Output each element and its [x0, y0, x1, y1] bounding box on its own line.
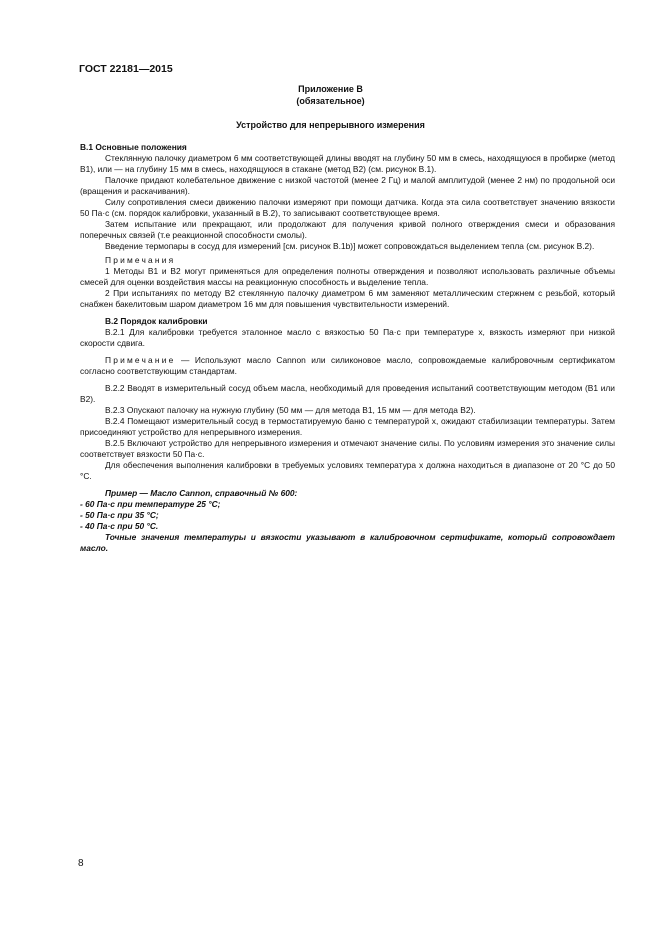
example-item: - 60 Па·с при температуре 25 °С; [80, 499, 221, 509]
note-text: — Используют масло Cannon или силиконовое масло, сопровождаемые калибровочным сертификатом согласно соответствующим стандартам. [80, 355, 615, 376]
appendix-subtitle: (обязательное) [296, 96, 365, 106]
document-body [80, 142, 615, 554]
paragraph: Введение термопары в сосуд для измерений [см. рисунок В.1b)] может сопровождаться выделением тепла (см. рисунок В.2). [105, 241, 595, 251]
example-item: - 40 Па·с при 50 °С. [80, 521, 159, 531]
paragraph: Для обеспечения выполнения калибровки в требуемых условиях температура x должна находиться в диапазоне от 20 °С до 50 °С. [80, 460, 615, 481]
paragraph: В.2.1 Для калибровки требуется эталонное масло с вязкостью 50 Па·с при температуре x, вязкость измеряют при низкой скорости сдвига. [80, 327, 615, 348]
note-item: 2 При испытаниях по методу В2 стеклянную палочку диаметром 6 мм заменяют металлическим стержнем с резьбой, который снабжен бакелитовым шаром диаметром 16 мм для повышения чувствительности измерений. [80, 288, 615, 309]
note-paragraph [80, 355, 615, 377]
appendix-heading: Устройство для непрерывного измерения [236, 120, 425, 130]
paragraph: В.2.2 Вводят в измерительный сосуд объем масла, необходимый для проведения испытаний соответствующим методом (В1 или В2). [80, 383, 615, 404]
document-standard-header: ГОСТ 22181—2015 [79, 63, 173, 75]
paragraph: Затем испытание или прекращают, или продолжают для получения кривой полного отверждения смеси и образования поперечных связей (т.е реакционной способности смолы). [80, 219, 615, 240]
example-title: Пример — Масло Cannon, справочный № 600: [105, 488, 298, 498]
final-note: Точные значения температуры и вязкости указывают в калибровочном сертификате, который сопровождает масло. [80, 532, 615, 553]
section-heading: В.2 Порядок калибровки [105, 316, 208, 326]
paragraph: В.2.5 Включают устройство для непрерывного измерения и отмечают значение силы. По условиям измерения это значение силы соответствует вязкости 50 Па·с. [80, 438, 615, 459]
page-number: 8 [78, 858, 84, 869]
paragraph: В.2.4 Помещают измерительный сосуд в термостатируемую баню с температурой x, ожидают стабилизации температуры. Затем присоединяют устройство для непрерывного измерения. [80, 416, 615, 437]
paragraph: Силу сопротивления смеси движению палочки измеряют при помощи датчика. Когда эта сила соответствует значению вязкости 50 Па·с (см. порядок калибровки, указанный в В.2), то записывают соответствующее время. [80, 197, 615, 218]
notes-label: Примечания [105, 255, 176, 265]
paragraph: Палочке придают колебательное движение с низкой частотой (менее 2 Гц) и малой амплитудой (менее 2 нм) по продольной оси (вращения и раскачивания). [80, 175, 615, 196]
section-heading: В.1 Основные положения [80, 142, 187, 152]
paragraph: В.2.3 Опускают палочку на нужную глубину (50 мм — для метода В1, 15 мм — для метода В2). [105, 405, 476, 415]
note-label: Примечание [105, 355, 176, 365]
appendix-title: Приложение В [298, 84, 363, 94]
paragraph: Стеклянную палочку диаметром 6 мм соответствующей длины вводят на глубину 50 мм в смесь, находящуюся в пробирке (метод В1), или — на глубину 15 мм в смесь, находящуюся в стакане (метод В2) (см. рисунок В.1). [80, 153, 615, 174]
note-item: 1 Методы В1 и В2 могут применяться для определения полноты отверждения и позволяют использовать различные объемы смесей для оценки воздействия массы на реакционную способность и выделение тепла. [80, 266, 615, 287]
example-item: - 50 Па·с при 35 °С; [80, 510, 159, 520]
